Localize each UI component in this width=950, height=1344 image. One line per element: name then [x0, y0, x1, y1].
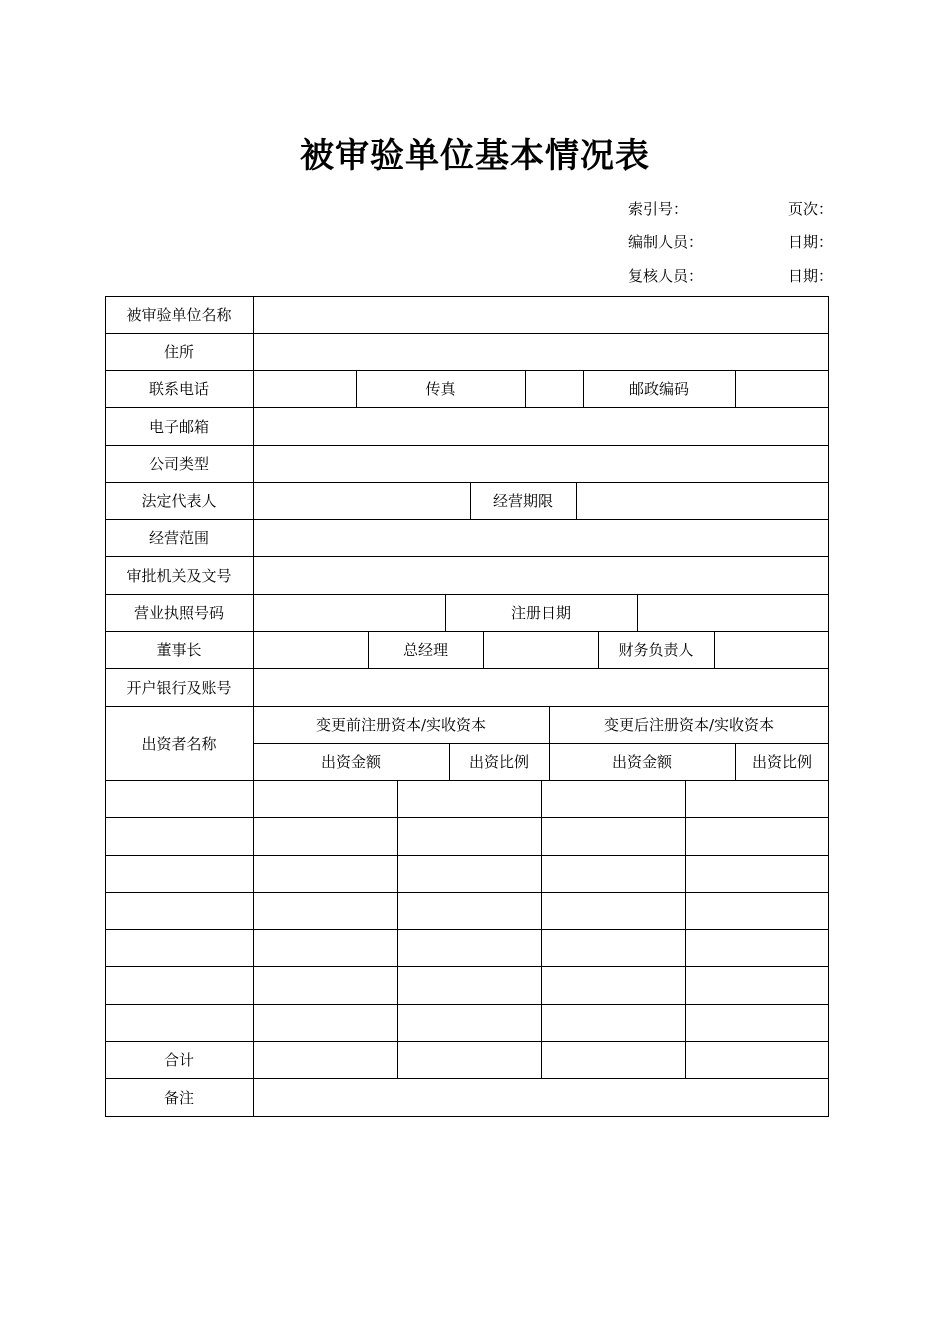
chairman-label: 董事长: [156, 641, 202, 659]
bank-account-field[interactable]: [253, 668, 829, 706]
company-type-field[interactable]: [253, 445, 829, 482]
finance-head-field[interactable]: [714, 631, 829, 668]
column-divider: [541, 780, 542, 1078]
business-scope-label: 经营范围: [148, 529, 209, 547]
row-divider: [105, 855, 829, 856]
row-divider: [105, 1004, 829, 1005]
postcode-field[interactable]: [735, 370, 829, 407]
prepared-date-label: 日期：: [788, 233, 834, 251]
general-manager-label: 总经理: [402, 641, 448, 659]
column-divider: [685, 780, 686, 1078]
business-term-label: 经营期限: [492, 492, 553, 510]
remarks-field[interactable]: [253, 1078, 829, 1117]
reviewed-by-label: 复核人员：: [628, 267, 704, 285]
reg-date-field[interactable]: [637, 594, 829, 631]
after-change-header: 变更后注册资本/实收资本: [603, 716, 775, 734]
phone-field[interactable]: [253, 370, 356, 407]
postcode-label: 邮政编码: [628, 380, 689, 398]
remarks-label: 备注: [163, 1089, 194, 1107]
company-type-label: 公司类型: [148, 455, 209, 473]
page-number-label: 页次：: [788, 200, 834, 218]
phone-label: 联系电话: [148, 380, 209, 398]
legal-rep-label: 法定代表人: [141, 492, 217, 510]
unit-name-label: 被审验单位名称: [126, 306, 232, 324]
bank-account-label: 开户银行及账号: [126, 678, 232, 697]
finance-head-label: 财务负责人: [618, 641, 694, 659]
row-divider: [105, 892, 829, 893]
general-manager-field[interactable]: [483, 631, 598, 668]
after-ratio-header: 出资比例: [751, 753, 812, 771]
reg-date-label: 注册日期: [510, 604, 571, 622]
fax-label: 传真: [425, 380, 456, 398]
license-no-field[interactable]: [253, 594, 445, 631]
row-divider: [105, 780, 829, 781]
business-term-field[interactable]: [576, 482, 829, 519]
email-label: 电子邮箱: [148, 417, 209, 436]
license-no-label: 营业执照号码: [133, 604, 224, 622]
index-number-label: 索引号：: [628, 200, 689, 218]
before-amount-header: 出资金额: [320, 753, 381, 771]
total-label: 合计: [163, 1051, 194, 1069]
reviewed-date-label: 日期：: [788, 267, 834, 285]
prepared-by-label: 编制人员：: [628, 233, 704, 251]
before-change-header: 变更前注册资本/实收资本: [315, 716, 487, 734]
fax-field[interactable]: [525, 370, 583, 407]
form-title: 被审验单位基本情况表: [300, 136, 650, 176]
email-field[interactable]: [253, 407, 829, 445]
row-divider: [105, 817, 829, 818]
chairman-field[interactable]: [253, 631, 368, 668]
after-amount-header: 出资金额: [611, 753, 672, 771]
legal-rep-field[interactable]: [253, 482, 470, 519]
address-field[interactable]: [253, 333, 829, 370]
before-ratio-header: 出资比例: [468, 753, 529, 771]
unit-name-field[interactable]: [253, 296, 829, 333]
address-label: 住所: [163, 343, 194, 361]
column-divider: [397, 780, 398, 1078]
business-scope-field[interactable]: [253, 519, 829, 556]
row-divider: [105, 966, 829, 967]
approval-authority-field[interactable]: [253, 556, 829, 594]
approval-authority-label: 审批机关及文号: [126, 566, 232, 585]
row-divider: [105, 929, 829, 930]
investor-name-label: 出资者名称: [141, 734, 217, 753]
